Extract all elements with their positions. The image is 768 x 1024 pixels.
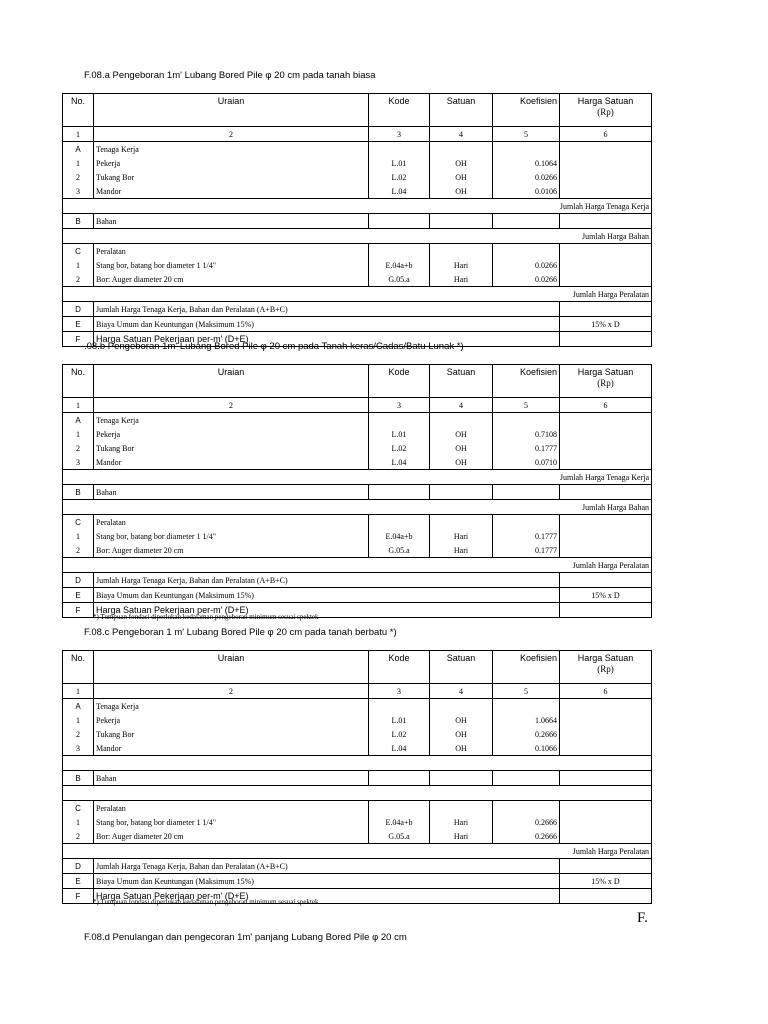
- row-satuan: Hari: [430, 543, 493, 558]
- row-satuan: OH: [430, 713, 493, 727]
- row-koef: 0.0106: [493, 184, 560, 199]
- row-label: F: [63, 332, 94, 347]
- row-label: C: [63, 801, 94, 816]
- row-text: Stang bor, batang bor diameter 1 1/4": [94, 815, 369, 829]
- row-text: Biaya Umum dan Keuntungan (Maksimum 15%): [94, 588, 560, 603]
- row-koef: 0.0266: [493, 258, 560, 272]
- row-satuan: OH: [430, 741, 493, 756]
- row-text: Tukang Bor: [94, 727, 369, 741]
- row-text: Pekerja: [94, 713, 369, 727]
- row-text: Peralatan: [94, 515, 369, 530]
- row-label: B: [63, 485, 94, 500]
- col-harga-satuan: Harga Satuan (Rp): [560, 365, 652, 398]
- row-text: Stang bor, batang bor diameter 1 1/4": [94, 258, 369, 272]
- row-kode: L.02: [369, 727, 430, 741]
- num-cell: 3: [369, 398, 430, 413]
- row-text: Bor: Auger diameter 20 cm: [94, 272, 369, 287]
- row-text: Stang bor, batang bor diameter 1 1/4": [94, 529, 369, 543]
- row-kode: L.04: [369, 184, 430, 199]
- row-kode: L.01: [369, 156, 430, 170]
- row-text: Bor: Auger diameter 20 cm: [94, 543, 369, 558]
- num-cell: 1: [63, 127, 94, 142]
- row-koef: 0.0266: [493, 272, 560, 287]
- total-peralatan: Jumlah Harga Peralatan: [63, 558, 652, 573]
- row-text: Bahan: [94, 214, 369, 229]
- row-text: Bahan: [94, 485, 369, 500]
- row-label: F: [63, 603, 94, 618]
- row-num: 2: [63, 727, 94, 741]
- col-satuan: Satuan: [430, 651, 493, 684]
- row-text: Harga Satuan Pekerjaan per-m' (D+E): [94, 603, 560, 618]
- row-value: 15% x D: [560, 317, 652, 332]
- num-cell: 4: [430, 684, 493, 699]
- row-text: Mandor: [94, 741, 369, 756]
- analysis-table: [62, 364, 652, 618]
- row-label: A: [63, 142, 94, 157]
- row-satuan: Hari: [430, 258, 493, 272]
- row-kode: G.05.a: [369, 829, 430, 844]
- col-uraian: Uraian: [94, 94, 369, 127]
- row-num: 3: [63, 184, 94, 199]
- row-kode: L.01: [369, 427, 430, 441]
- row-koef: 0.2666: [493, 727, 560, 741]
- row-label: D: [63, 573, 94, 588]
- row-koef: 0.0710: [493, 455, 560, 470]
- num-cell: 6: [560, 127, 652, 142]
- row-koef: 0.2666: [493, 815, 560, 829]
- col-satuan: Satuan: [430, 94, 493, 127]
- row-num: 2: [63, 441, 94, 455]
- col-satuan: Satuan: [430, 365, 493, 398]
- row-text: Tenaga Kerja: [94, 413, 369, 428]
- col-harga-satuan: Harga Satuan (Rp): [560, 94, 652, 127]
- num-cell: 3: [369, 684, 430, 699]
- col-no: No.: [63, 365, 94, 398]
- row-kode: E.04a+b: [369, 815, 430, 829]
- row-text: Biaya Umum dan Keuntungan (Maksimum 15%): [94, 874, 560, 889]
- row-kode: L.02: [369, 441, 430, 455]
- row-text: Bahan: [94, 771, 369, 786]
- row-kode: E.04a+b: [369, 529, 430, 543]
- row-text: Pekerja: [94, 156, 369, 170]
- col-no: No.: [63, 94, 94, 127]
- row-kode: L.04: [369, 741, 430, 756]
- row-text: Jumlah Harga Tenaga Kerja, Bahan dan Peralatan (A+B+C): [94, 859, 560, 874]
- row-label: E: [63, 874, 94, 889]
- col-no: No.: [63, 651, 94, 684]
- num-cell: 3: [369, 127, 430, 142]
- row-kode: L.04: [369, 455, 430, 470]
- total-peralatan: Jumlah Harga Peralatan: [63, 287, 652, 302]
- col-kode: Kode: [369, 94, 430, 127]
- row-text: Peralatan: [94, 244, 369, 259]
- section-title: F.08.a Pengeboran 1m' Lubang Bored Pile φ 20 cm pada tanah biasa: [84, 70, 376, 81]
- row-satuan: OH: [430, 184, 493, 199]
- row-label: C: [63, 244, 94, 259]
- row-label: B: [63, 214, 94, 229]
- footnote: *) Tumpuan fondasi diperlukan kedalaman pengeboran minimum sesuai spektek: [93, 613, 319, 621]
- row-num: 2: [63, 543, 94, 558]
- analysis-table: [62, 650, 652, 904]
- row-satuan: OH: [430, 441, 493, 455]
- row-kode: L.02: [369, 170, 430, 184]
- section-title: .08.b Pengeboran 1m' Lubang Bored Pile φ 20 cm pada Tanah keras/Cadas/Batu Lunak *): [84, 341, 464, 352]
- page-mark: F.: [637, 910, 648, 926]
- row-value: 15% x D: [560, 874, 652, 889]
- col-uraian: Uraian: [94, 651, 369, 684]
- total-tenaga-empty: [63, 756, 652, 771]
- row-text: Tenaga Kerja: [94, 142, 369, 157]
- num-cell: 6: [560, 684, 652, 699]
- total-bahan: Jumlah Harga Bahan: [63, 229, 652, 244]
- section-title: F.08.c Pengeboran 1 m' Lubang Bored Pile φ 20 cm pada tanah berbatu *): [84, 627, 397, 638]
- total-bahan: Jumlah Harga Bahan: [63, 500, 652, 515]
- row-koef: 1.0664: [493, 713, 560, 727]
- row-koef: 0.7108: [493, 427, 560, 441]
- col-kode: Kode: [369, 651, 430, 684]
- row-num: 1: [63, 156, 94, 170]
- row-kode: L.01: [369, 713, 430, 727]
- row-koef: 0.0266: [493, 170, 560, 184]
- total-peralatan: Jumlah Harga Peralatan: [63, 844, 652, 859]
- row-num: 3: [63, 455, 94, 470]
- row-koef: 0.1777: [493, 441, 560, 455]
- row-koef: 0.1064: [493, 156, 560, 170]
- row-num: 1: [63, 529, 94, 543]
- row-koef: 0.1777: [493, 529, 560, 543]
- row-text: Peralatan: [94, 801, 369, 816]
- row-num: 3: [63, 741, 94, 756]
- row-text: Jumlah Harga Tenaga Kerja, Bahan dan Peralatan (A+B+C): [94, 302, 560, 317]
- row-satuan: OH: [430, 427, 493, 441]
- row-label: D: [63, 302, 94, 317]
- num-cell: 1: [63, 684, 94, 699]
- row-label: C: [63, 515, 94, 530]
- row-value: 15% x D: [560, 588, 652, 603]
- num-cell: 2: [94, 127, 369, 142]
- row-satuan: OH: [430, 727, 493, 741]
- row-text: Bor: Auger diameter 20 cm: [94, 829, 369, 844]
- section-title: F.08.d Penulangan dan pengecoran 1m' panjang Lubang Bored Pile φ 20 cm: [84, 932, 407, 943]
- row-satuan: OH: [430, 170, 493, 184]
- col-uraian: Uraian: [94, 365, 369, 398]
- num-cell: 2: [94, 684, 369, 699]
- num-cell: 1: [63, 398, 94, 413]
- row-koef: 0.1066: [493, 741, 560, 756]
- col-koefisien: Koefisien: [493, 365, 560, 398]
- row-num: 1: [63, 427, 94, 441]
- row-satuan: Hari: [430, 829, 493, 844]
- row-text: Jumlah Harga Tenaga Kerja, Bahan dan Peralatan (A+B+C): [94, 573, 560, 588]
- row-satuan: Hari: [430, 529, 493, 543]
- row-kode: G.05.a: [369, 543, 430, 558]
- num-cell: 5: [493, 127, 560, 142]
- row-koef: 0.2666: [493, 829, 560, 844]
- col-koefisien: Koefisien: [493, 651, 560, 684]
- row-text: Harga Satuan Pekerjaan per-m' (D+E): [94, 332, 560, 347]
- row-satuan: OH: [430, 455, 493, 470]
- analysis-table: [62, 93, 652, 347]
- col-harga-satuan: Harga Satuan (Rp): [560, 651, 652, 684]
- row-text: Mandor: [94, 455, 369, 470]
- row-num: 2: [63, 829, 94, 844]
- num-cell: 5: [493, 398, 560, 413]
- row-satuan: Hari: [430, 815, 493, 829]
- row-text: Biaya Umum dan Keuntungan (Maksimum 15%): [94, 317, 560, 332]
- col-koefisien: Koefisien: [493, 94, 560, 127]
- row-num: 2: [63, 272, 94, 287]
- num-cell: 4: [430, 398, 493, 413]
- total-tenaga: Jumlah Harga Tenaga Kerja: [63, 470, 652, 485]
- row-num: 1: [63, 713, 94, 727]
- num-cell: 4: [430, 127, 493, 142]
- row-satuan: OH: [430, 156, 493, 170]
- row-koef: 0.1777: [493, 543, 560, 558]
- num-cell: 2: [94, 398, 369, 413]
- num-cell: 5: [493, 684, 560, 699]
- row-label: E: [63, 317, 94, 332]
- row-num: 1: [63, 258, 94, 272]
- num-cell: 6: [560, 398, 652, 413]
- row-label: E: [63, 588, 94, 603]
- row-satuan: Hari: [430, 272, 493, 287]
- row-text: Mandor: [94, 184, 369, 199]
- row-label: B: [63, 771, 94, 786]
- row-kode: G.05.a: [369, 272, 430, 287]
- row-label: A: [63, 413, 94, 428]
- row-kode: E.04a+b: [369, 258, 430, 272]
- row-text: Pekerja: [94, 427, 369, 441]
- col-kode: Kode: [369, 365, 430, 398]
- row-text: Tukang Bor: [94, 170, 369, 184]
- row-label: A: [63, 699, 94, 714]
- row-num: 1: [63, 815, 94, 829]
- row-num: 2: [63, 170, 94, 184]
- total-tenaga: Jumlah Harga Tenaga Kerja: [63, 199, 652, 214]
- row-label: D: [63, 859, 94, 874]
- row-text: Harga Satuan Pekerjaan per-m' (D+E): [94, 889, 560, 904]
- row-text: Tukang Bor: [94, 441, 369, 455]
- row-text: Tenaga Kerja: [94, 699, 369, 714]
- footnote: *) Tumpuan fondasi diperlukan kedalaman pengeboran minimum sesuai spektek: [93, 898, 319, 906]
- row-label: F: [63, 889, 94, 904]
- total-bahan-empty: [63, 786, 652, 801]
